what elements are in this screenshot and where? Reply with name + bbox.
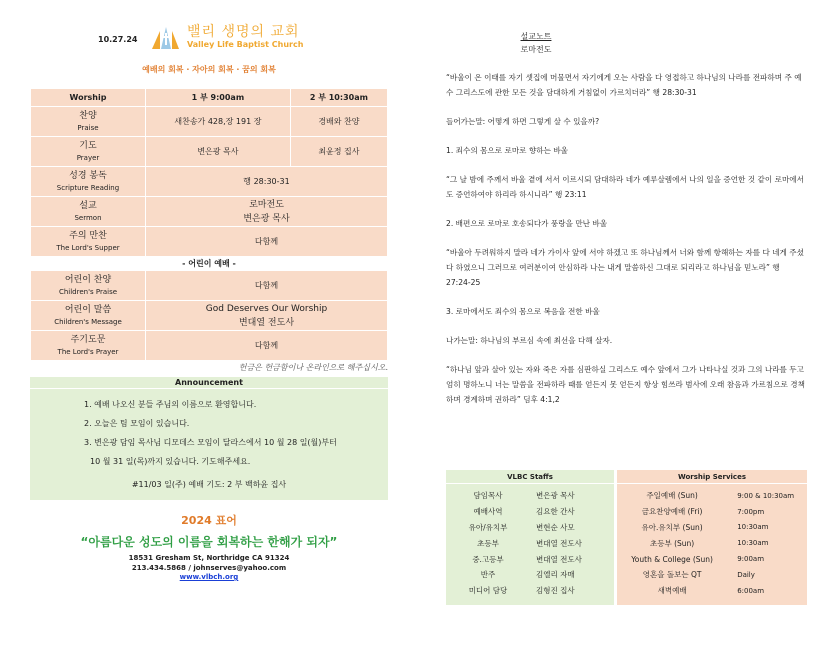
bulletin-date: 10.27.24 [98, 35, 138, 44]
header-first-service: 1 부 9:00am [146, 89, 291, 107]
sermon-notes [446, 30, 806, 421]
staff-row: 미디어 담당 김형진 집사 [468, 586, 575, 596]
church-name-korean: 밸리 생명의 교회 [187, 24, 300, 40]
sermon-paragraph: 1. 죄수의 몸으로 로마로 향하는 바울 [446, 146, 569, 155]
announcement-item: 10 월 31 일(목)까지 있습니다. 기도해주세요. [90, 457, 251, 466]
church-website-link[interactable]: www.vlbch.org [179, 573, 239, 581]
staff-title: VLBC Staffs [446, 470, 614, 484]
order-row-sermon [31, 197, 388, 227]
order-item-name: 주의 만찬 The Lord's Supper [31, 227, 146, 257]
staff-row: 유아/유치부 변현순 사모 [468, 522, 575, 532]
order-first-service-value: 새찬송가 428,장 191 장 [146, 107, 291, 137]
sermon-title: 로마전도 [520, 45, 552, 54]
service-row: 유아.유치부 (Sun) 10:30am [641, 522, 769, 532]
church-logo-icon [150, 25, 180, 51]
order-item-name: 기도 Prayer [31, 137, 146, 167]
order-row-lords-supper [31, 227, 388, 257]
sermon-body [446, 70, 806, 407]
church-motto: 예배의 회복 · 자아의 회복 · 꿈의 회복 [142, 65, 276, 74]
services-title: Worship Services [617, 470, 807, 484]
staff-row: 예배사역 김요한 간사 [473, 507, 575, 517]
header-second-service: 2 부 10:30am [290, 89, 387, 107]
order-item-name: 어린이 찬양 Children's Praise [31, 271, 146, 301]
church-name-english: Valley Life Baptist Church [187, 40, 304, 49]
sermon-paragraph: 들어가는말: 어떻게 하면 그렇게 살 수 있을까? [446, 117, 600, 126]
staff-list [446, 484, 614, 605]
worship-order-table [30, 88, 388, 361]
announcement-title: Announcement [30, 377, 388, 389]
announcement-item: 2. 오늘은 팀 모임이 있습니다. [84, 419, 190, 428]
service-row: 초등부 (Sun) 10:30am [649, 538, 769, 548]
sermon-notes-label: 설교노트 [520, 32, 552, 41]
order-value: 다함께 [146, 271, 388, 301]
bulletin-front [30, 18, 388, 581]
kids-worship-title-row [31, 257, 388, 271]
kids-row-praise [31, 271, 388, 301]
worship-services-box [617, 470, 807, 605]
announcement-box [30, 377, 388, 500]
kids-row-lords-prayer [31, 331, 388, 361]
order-row-prayer [31, 137, 388, 167]
year-theme-title: 2024 표어 [181, 514, 237, 527]
prayer-assignment: #11/03 일(주) 예배 기도: 2 부 백하윤 집사 [131, 480, 287, 489]
staff-row: 담임목사 변은광 목사 [473, 491, 575, 501]
sermon-paragraph: “하나님 앞과 살아 있는 자와 죽은 자를 심판하실 그리스도 예수 앞에서 그가 나타나실 것과 그의 나라를 두고 엄히 명하노니 너는 말씀을 전파하라 때를 얻든지 못 얻든지 항상 힘쓰라 범사에 오래 참음과 가르침으로 경책하며 경계하며 권하라” 딤후 4:1,2 [446, 365, 805, 404]
order-item-name: 설교 Sermon [31, 197, 146, 227]
order-item-name: 성경 봉독 Scripture Reading [31, 167, 146, 197]
order-value: 행 28:30-31 [146, 167, 388, 197]
bulletin-header [30, 18, 388, 56]
order-second-service-value: 경배와 찬양 [290, 107, 387, 137]
sermon-header [436, 30, 636, 56]
service-row: 주일예배 (Sun) 9:00 & 10:30am [646, 491, 795, 501]
staff-row: 반주 김엘리 자매 [480, 570, 575, 580]
announcement-item: 3. 변은광 담임 목사님 디모데스 모임이 달라스에서 10 월 28 일(월)부터 [84, 438, 337, 447]
order-item-name: 어린이 말씀 Children's Message [31, 301, 146, 331]
header-worship: Worship [31, 89, 146, 107]
service-row: 새벽예배 6:00am [657, 586, 765, 596]
announcement-item: 1. 예배 나오신 분들 주님의 이름으로 환영합니다. [84, 400, 257, 409]
order-item-name: 주기도문 The Lord's Prayer [31, 331, 146, 361]
staff-box [446, 470, 614, 605]
order-value: 로마전도 변은광 목사 [146, 197, 388, 227]
service-row: Youth & College (Sun) 9:00am [631, 554, 765, 564]
kids-worship-title: - 어린이 예배 - [31, 257, 388, 271]
sermon-paragraph: “바울이 온 이태를 자기 셋집에 머물면서 자기에게 오는 사람을 다 영접하고 하나님의 나라를 전파하며 주 예수 그리스도에 관한 모든 것을 담대하게 거침없이 가르치더라” 행 28:30-31 [446, 73, 802, 97]
order-second-service-value: 최윤정 집사 [290, 137, 387, 167]
church-contact: 213.434.5868 / johnserves@yahoo.com [131, 564, 287, 572]
service-row: 영혼을 돌보는 QT Daily [642, 570, 755, 580]
order-value: God Deserves Our Worship 변대열 전도사 [146, 301, 388, 331]
services-list [617, 484, 807, 605]
sermon-paragraph: “그 날 밤에 주께서 바울 곁에 서서 이르시되 담대하라 네가 예루살렘에서 나의 일을 증언한 것 같이 로마에서도 증언하여야 하리라 하시니라” 행 23:11 [446, 175, 804, 199]
worship-order-header-row [31, 89, 388, 107]
sermon-paragraph: “바울아 두려워하지 말라 네가 가이사 앞에 서야 하겠고 또 하나님께서 너와 함께 항해하는 자를 다 네게 주셨다 하였으니 그러므로 여러분이여 안심하라 나는 내게 말씀하신 그대로 되리라고 하나님을 믿노라” 행 27:24-25 [446, 248, 804, 287]
sermon-paragraph: 2. 배편으로 로마로 호송되다가 풍랑을 만난 바울 [446, 219, 608, 228]
sermon-paragraph: 3. 로마에서도 죄수의 몸으로 복음을 전한 바울 [446, 307, 600, 316]
announcement-list [30, 389, 388, 477]
order-row-praise [31, 107, 388, 137]
order-value: 다함께 [146, 227, 388, 257]
order-first-service-value: 변은광 목사 [146, 137, 291, 167]
staff-row: 초등부 변대열 전도사 [477, 538, 582, 548]
offering-note: 헌금은 헌금함이나 온라인으로 해주십시오. [238, 363, 388, 372]
staff-row: 중.고등부 변대열 전도사 [472, 554, 582, 564]
sermon-paragraph: 나가는말: 하나님의 부르심 속에 최선을 다해 살자. [446, 336, 613, 345]
order-row-scripture [31, 167, 388, 197]
order-item-name: 찬양 Praise [31, 107, 146, 137]
year-theme-motto: “아름다운 성도의 이름을 회복하는 한해가 되자” [80, 535, 338, 549]
service-row: 금요찬양예배 (Fri) 7:00pm [641, 507, 765, 517]
church-address: 18531 Gresham St, Northridge CA 91324 [128, 554, 290, 562]
order-value: 다함께 [146, 331, 388, 361]
kids-row-message [31, 301, 388, 331]
